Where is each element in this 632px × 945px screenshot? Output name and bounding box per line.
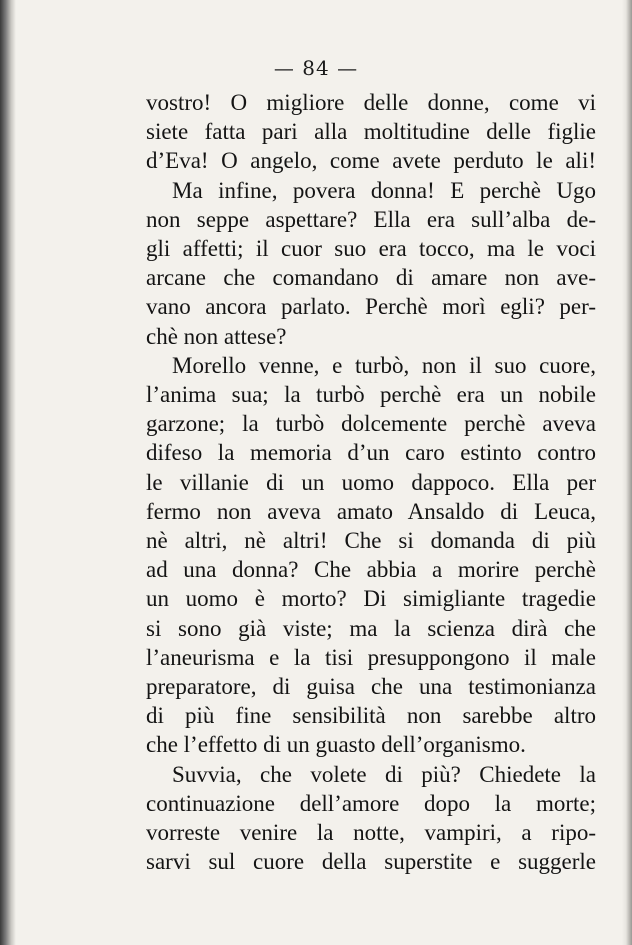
text-line: di più fine sensibilità non sarebbe altro: [146, 703, 596, 729]
text-line: un uomo è morto? Di simigliante tragedie: [146, 586, 596, 612]
text-line: siete fatta pari alla moltitudine delle figlie: [146, 119, 596, 145]
text-line: vostro! O migliore delle donne, come vi: [146, 90, 596, 115]
page-number: — 84 —: [273, 56, 359, 80]
text-line: non seppe aspettare? Ella era sull’alba de-: [146, 206, 596, 232]
text-line: gli affetti; il cuor suo era tocco, ma le voci: [146, 236, 596, 262]
text-line: vorreste venire la notte, vampiri, a ripo-: [146, 820, 596, 846]
text-line: preparatore, di guisa che una testimonianza: [146, 674, 596, 700]
body-text: [146, 88, 596, 876]
paragraph-start-line: Ma infine, povera donna! E perchè Ugo: [172, 177, 596, 203]
text-line: l’aneurisma e la tisi presuppongono il male: [146, 644, 596, 670]
text-line: garzone; la turbò dolcemente perchè aveva: [146, 411, 596, 437]
text-line: continuazione dell’amore dopo la morte;: [146, 790, 596, 816]
text-line: vano ancora parlato. Perchè morì egli? per-: [146, 294, 596, 320]
text-line: fermo non aveva amato Ansaldo di Leuca,: [146, 498, 596, 524]
text-line: ad una donna? Che abbia a morire perchè: [146, 557, 596, 583]
text-line: difeso la memoria d’un caro estinto contro: [146, 440, 596, 466]
text-line: le villanie di un uomo dappoco. Ella per: [146, 469, 596, 495]
text-line: sarvi sul cuore della superstite e suggerle: [146, 849, 596, 875]
paragraph-start-line: Suvvia, che volete di più? Chiedete la: [172, 761, 596, 787]
text-line: arcane che comandano di amare non ave-: [146, 265, 596, 291]
paragraph-end-line: che l’effetto di un guasto dell’organismo.: [146, 732, 526, 758]
text-line: si sono già viste; ma la scienza dirà che: [146, 615, 596, 641]
paragraph-start-line: Morello venne, e turbò, non il suo cuore,: [172, 352, 596, 378]
text-line: l’anima sua; la turbò perchè era un nobile: [146, 382, 596, 408]
paragraph-end-line: chè non attese?: [146, 323, 287, 349]
text-line: d’Eva! O angelo, come avete perduto le ali!: [146, 148, 596, 174]
text-line: nè altri, nè altri! Che si domanda di più: [146, 528, 596, 554]
